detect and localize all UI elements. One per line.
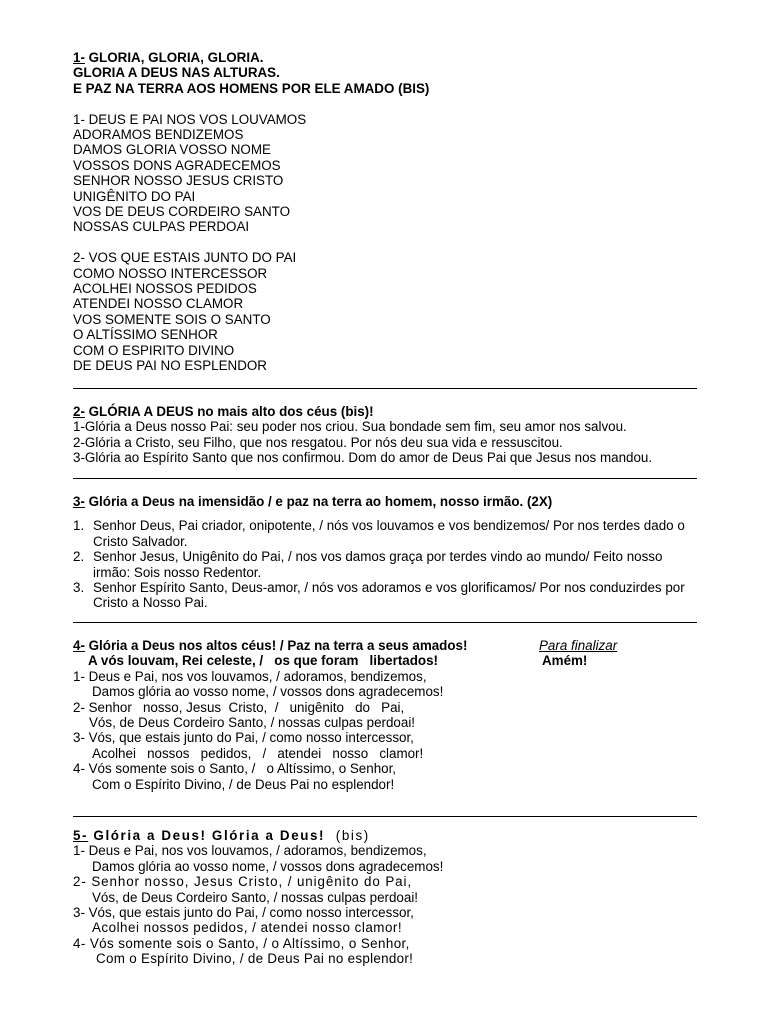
section-divider: [73, 816, 697, 817]
verse-line: 3-Glória ao Espírito Santo que nos confirmou. Dom do amor de Deus Pai que Jesus nos mandou.: [73, 450, 653, 466]
verse-line: Com o Espírito Divino, / de Deus Pai no esplendor!: [96, 951, 414, 967]
numbered-list: [73, 518, 703, 610]
hymn-1: [73, 50, 703, 374]
verse-line: Vós, de Deus Cordeiro Santo, / nossas culpas perdoai!: [89, 715, 416, 731]
hymn-4-title-line: A vós louvam, Rei celeste, / os que foram libertados!: [88, 653, 438, 669]
verse-line: VOSSOS DONS AGRADECEMOS: [73, 157, 281, 173]
section-divider: [73, 622, 697, 623]
verse-line: ACOLHEI NOSSOS PEDIDOS: [73, 281, 257, 297]
verse-line: VOS DE DEUS CORDEIRO SANTO: [73, 204, 291, 220]
hymn-3: [73, 494, 703, 611]
hymn-1-title: 1- GLORIA, GLORIA, GLORIA.: [73, 50, 264, 65]
hymn-5-title: 5- Glória a Deus! Glória a Deus! (bis): [73, 828, 370, 843]
verse-line: SENHOR NOSSO JESUS CRISTO: [73, 173, 284, 189]
verse-line: Vós, de Deus Cordeiro Santo, / nossas culpas perdoai!: [92, 889, 419, 905]
verse-line: 3- Vós, que estais junto do Pai, / como nosso intercessor,: [73, 905, 414, 921]
verse-line: 4- Vós somente sois o Santo, / o Altíssimo, o Senhor,: [73, 761, 397, 777]
verse-line: ADORAMOS BENDIZEMOS: [73, 127, 244, 143]
section-divider: [73, 388, 697, 389]
verse-line: Acolhei nossos pedidos, / atendei nosso clamor!: [92, 920, 403, 936]
hymn-5: [73, 828, 703, 967]
verse-line: Acolhei nossos pedidos, / atendei nosso clamor!: [92, 745, 424, 761]
verse-line: 4- Vós somente sois o Santo, / o Altíssimo, o Senhor,: [73, 935, 410, 951]
hymn-1-title-line: GLORIA A DEUS NAS ALTURAS.: [73, 65, 280, 81]
amen-label: Amém!: [542, 653, 588, 669]
verse-line: O ALTÍSSIMO SENHOR: [73, 327, 218, 343]
section-divider: [73, 478, 697, 479]
verse-line: COM O ESPIRITO DIVINO: [73, 342, 235, 358]
verse-line: Damos glória ao vosso nome, / vossos dons agradecemos!: [92, 858, 444, 874]
verse-line: Damos glória ao vosso nome, / vossos dons agradecemos!: [92, 684, 444, 700]
hymn-1-title-line: E PAZ NA TERRA AOS HOMENS POR ELE AMADO (BIS): [73, 80, 430, 96]
hymn-4-title: 4- Glória a Deus nos altos céus! / Paz na terra a seus amados!: [73, 638, 468, 653]
verse-line: ATENDEI NOSSO CLAMOR: [73, 296, 244, 312]
hymn-2: [73, 404, 703, 466]
verse-line: Com o Espírito Divino, / de Deus Pai no esplendor!: [92, 776, 395, 792]
verse-line: 1- DEUS E PAI NOS VOS LOUVAMOS: [73, 111, 307, 127]
verse-line: UNIGÊNITO DO PAI: [73, 188, 196, 204]
list-item: 3. Senhor Espírito Santo, Deus-amor, / nós vos adoramos e vos glorificamos/ Por nos conduzirdes por Cristo a Nosso Pai.: [73, 580, 685, 611]
verse-line: 2- VOS QUE ESTAIS JUNTO DO PAI: [73, 250, 297, 266]
verse-line: 2- Senhor nosso, Jesus Cristo, / unigênito do Pai,: [73, 874, 413, 890]
verse-line: 2- Senhor nosso, Jesus Cristo, / unigênito do Pai,: [73, 699, 405, 715]
verse-line: VOS SOMENTE SOIS O SANTO: [73, 311, 271, 327]
verse-line: DAMOS GLORIA VOSSO NOME: [73, 142, 271, 158]
verse-line: 1- Deus e Pai, nos vos louvamos, / adoramos, bendizemos,: [73, 843, 427, 859]
list-item: 1. Senhor Deus, Pai criador, onipotente, / nós vos louvamos e vos bendizemos/ Por nos terdes dado o Cristo Salvador.: [73, 518, 685, 549]
verse-line: COMO NOSSO INTERCESSOR: [73, 265, 268, 281]
list-item: 2. Senhor Jesus, Unigênito do Pai, / nos vos damos graça por terdes vindo ao mundo/ Feito nosso irmão: Sois nosso Redentor.: [73, 549, 663, 580]
verse-line: NOSSAS CULPAS PERDOAI: [73, 219, 250, 235]
hymn-2-title: 2- GLÓRIA A DEUS no mais alto dos céus (bis)!: [73, 404, 374, 419]
finalizar-label: Para finalizar: [539, 638, 618, 653]
hymn-3-title: 3- Glória a Deus na imensidão / e paz na terra ao homem, nosso irmão. (2X): [73, 494, 553, 509]
verse-line: 1- Deus e Pai, nos vos louvamos, / adoramos, bendizemos,: [73, 668, 427, 684]
verse-line: DE DEUS PAI NO ESPLENDOR: [73, 358, 267, 374]
verse-line: 2-Glória a Cristo, seu Filho, que nos resgatou. Por nós deu sua vida e ressuscitou.: [73, 434, 563, 450]
verse-line: 1-Glória a Deus nosso Pai: seu poder nos criou. Sua bondade sem fim, seu amor nos salvou.: [73, 419, 627, 435]
finalizar-note: [539, 638, 617, 669]
verse-line: 3- Vós, que estais junto do Pai, / como nosso intercessor,: [73, 730, 414, 746]
